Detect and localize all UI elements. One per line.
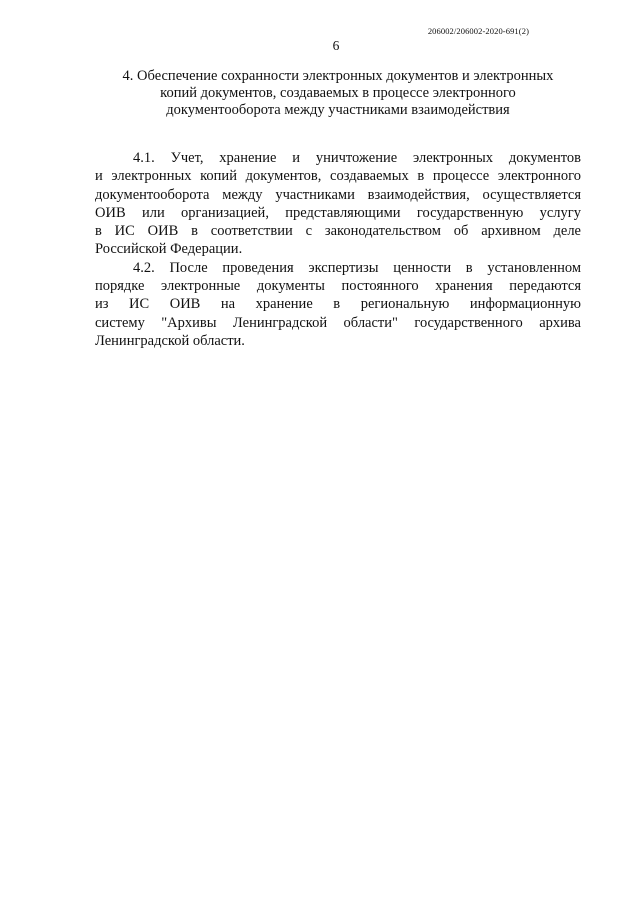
paragraph-line: и электронных копий документов, создаваемых в процессе электронного [95,168,581,185]
section-title-line: 4. Обеспечение сохранности электронных документов и электронных [122,68,554,84]
document-body [95,149,581,350]
paragraph-4-2 [95,259,581,350]
section-title [96,68,580,120]
document-id: 206002/206002-2020-691(2) [427,26,529,36]
paragraph-line: документооборота между участниками взаимодействия, осуществляется [95,186,581,203]
paragraph-line: из ИС ОИВ на хранение в региональную информационную [95,296,581,313]
paragraph-line: в ИС ОИВ в соответствии с законодательством об архивном деле [95,223,581,240]
paragraph-line: Российской Федерации. [95,241,243,258]
paragraph-line: ОИВ или организацией, представляющими государственную услугу [95,204,581,221]
page-number: 6 [332,38,340,53]
paragraph-line: 4.2. После проведения экспертизы ценности в установленном [133,259,581,276]
paragraph-line: 4.1. Учет, хранение и уничтожение электронных документов [133,150,581,166]
section-title-line: копий документов, создаваемых в процессе электронного [160,85,516,102]
paragraph-line: систему "Архивы Ленинградской области" государственного архива [95,314,581,331]
paragraph-line: порядке электронные документы постоянного хранения передаются [95,278,581,295]
paragraph-4-1 [95,149,581,259]
section-title-line: документооборота между участниками взаимодействия [166,102,510,119]
paragraph-line: Ленинградской области. [95,332,245,349]
